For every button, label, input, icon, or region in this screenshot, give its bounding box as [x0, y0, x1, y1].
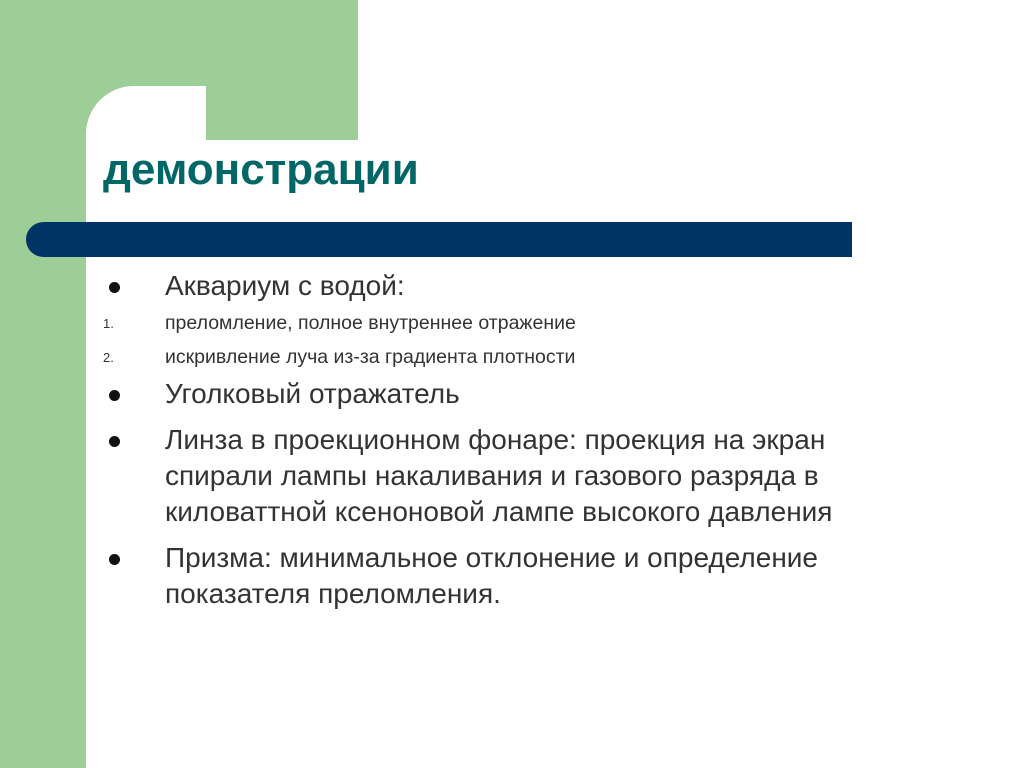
bullet-dot-icon	[109, 554, 120, 565]
list-item-text: Призма: минимальное отклонение и определение показателя преломления.	[165, 542, 834, 609]
list-item-text: Аквариум с водой:	[165, 270, 405, 301]
list-item-text: Уголковый отражатель	[165, 378, 460, 409]
slide-title: демонстрации	[103, 145, 419, 194]
list-item-text: Линза в проекционном фонаре: проекция на экран спирали лампы накаливания и газового разряда в киловаттной ксеноновой лампе высокого давления	[165, 424, 833, 527]
list-item	[103, 342, 923, 372]
bullet-dot-icon	[109, 436, 120, 447]
list-item	[103, 308, 923, 338]
list-number: 2.	[103, 350, 114, 365]
list-item-text: искривление луча из-за градиента плотности	[165, 346, 576, 368]
title-underline-bar	[26, 222, 852, 257]
list-number: 1.	[103, 316, 114, 331]
list-item	[103, 268, 923, 304]
list-item	[103, 422, 923, 530]
bullet-dot-icon	[109, 390, 120, 401]
bullet-dot-icon	[109, 282, 120, 293]
list-item	[103, 376, 923, 412]
list-item-text: преломление, полное внутреннее отражение	[165, 312, 576, 334]
list-item	[103, 540, 923, 612]
bullet-list	[103, 268, 923, 616]
